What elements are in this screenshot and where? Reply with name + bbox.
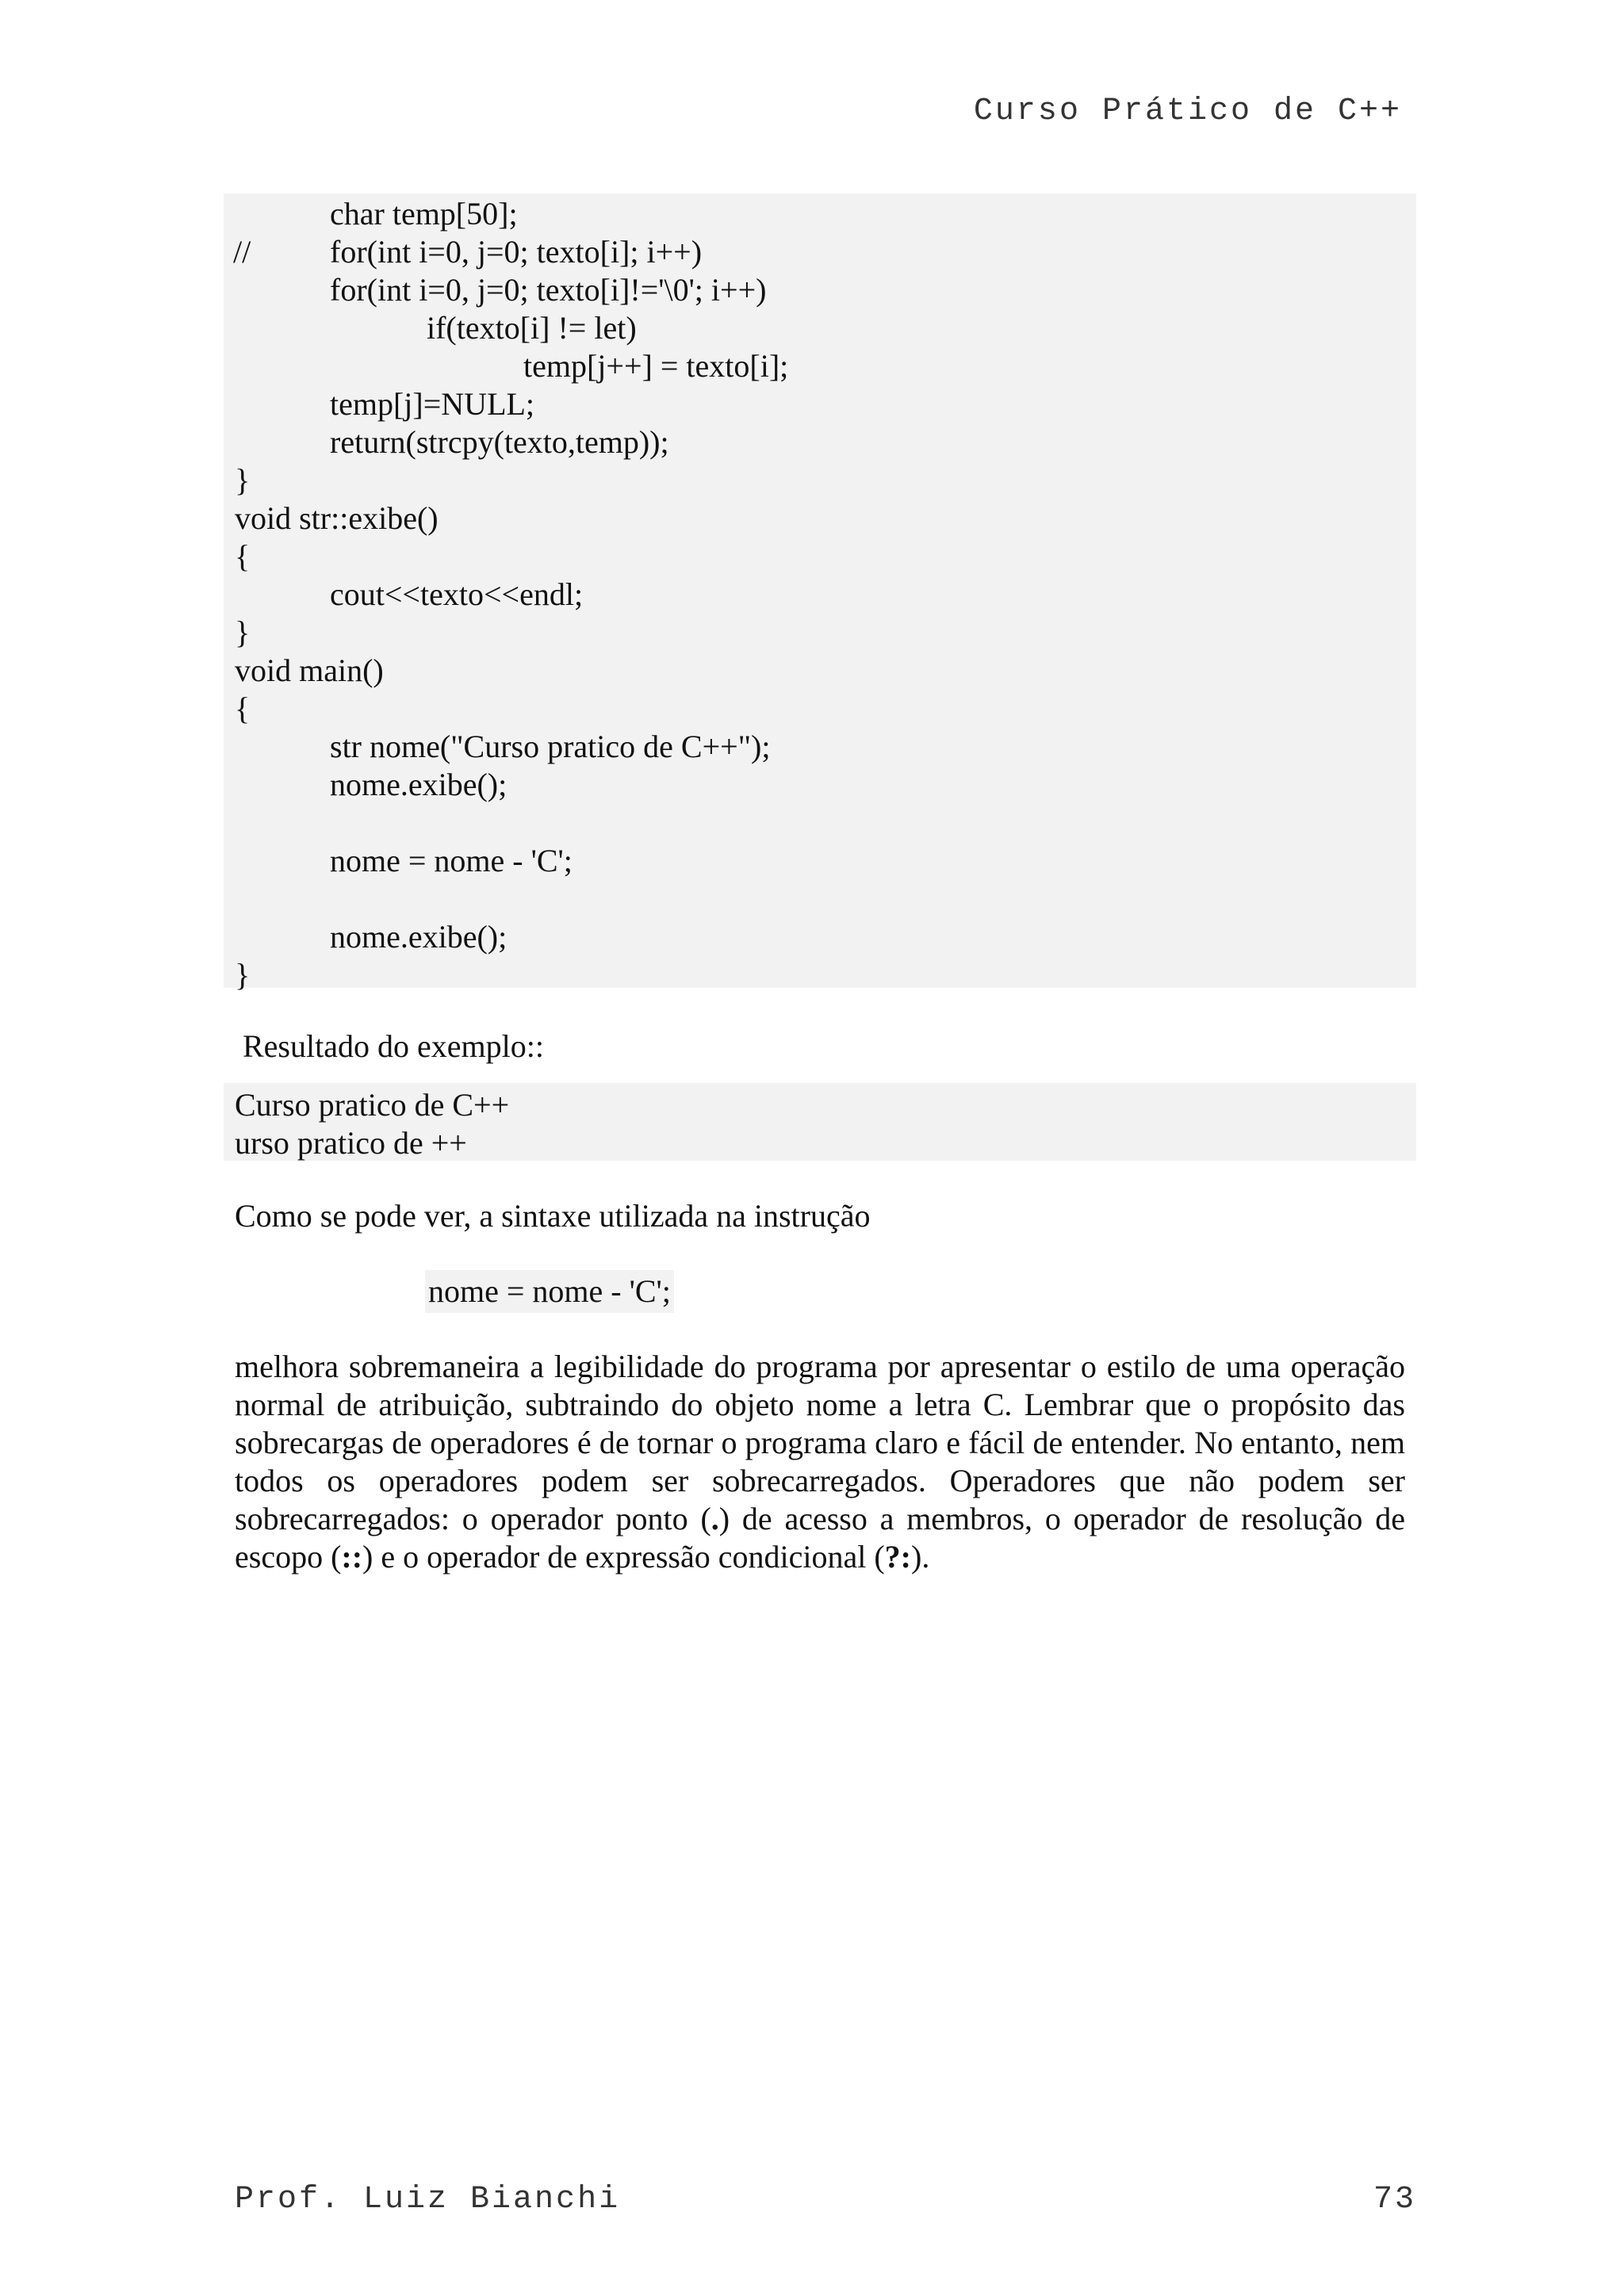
code-line: if(texto[i] != let) (427, 310, 637, 346)
code-line: temp[j++] = texto[i]; (523, 348, 789, 384)
code-line: nome.exibe(); (330, 919, 508, 955)
output-line: Curso pratico de C++ (235, 1087, 510, 1123)
code-line: } (235, 462, 251, 498)
code-line: { (235, 538, 251, 574)
running-header: Curso Prático de C++ (973, 94, 1402, 129)
explanation-paragraph (235, 1348, 1405, 1576)
code-line: cout<<texto<<endl; (330, 576, 584, 612)
scope-operator: :: (341, 1539, 363, 1575)
code-line: for(int i=0, j=0; texto[i]; i++) (330, 234, 703, 270)
code-line: void main() (235, 652, 384, 688)
page-number: 73 (1373, 2182, 1416, 2218)
code-line: str nome("Curso pratico de C++"); (330, 729, 771, 764)
code-line: } (235, 614, 251, 650)
code-line: void str::exibe() (235, 500, 439, 536)
code-line: nome.exibe(); (330, 767, 508, 802)
paragraph-text: ) e o operador de expressão condicional ( (362, 1539, 885, 1575)
inline-code-statement: nome = nome - 'C'; (425, 1270, 674, 1313)
code-line: return(strcpy(texto,temp)); (330, 424, 669, 460)
code-line: for(int i=0, j=0; texto[i]!='\0'; i++) (330, 272, 767, 308)
code-line: { (235, 691, 251, 726)
result-label: Resultado do exemplo:: (243, 1028, 544, 1064)
conditional-operator: ?: (884, 1539, 911, 1575)
paragraph-text: ) de acesso a membros, o operador de resolução de escopo ( (235, 1501, 1405, 1575)
footer-author: Prof. Luiz Bianchi (235, 2182, 621, 2218)
dot-operator: . (710, 1501, 719, 1536)
code-line: temp[j]=NULL; (330, 386, 535, 422)
code-line: nome = nome - 'C'; (330, 843, 573, 878)
code-line: } (235, 957, 251, 993)
paragraph-text: ). (911, 1539, 930, 1575)
explanation-intro: Como se pode ver, a sintaxe utilizada na instrução (235, 1198, 871, 1234)
code-comment-marker: // (233, 234, 251, 270)
output-line: urso pratico de ++ (235, 1125, 467, 1161)
code-line: char temp[50]; (330, 196, 518, 232)
paragraph-text: melhora sobremaneira a legibilidade do programa por apresentar o estilo de uma operação normal de atribuição, subtraindo do objeto nome a letra C. Lembrar que o propósito das sobrecargas de operadores é de tornar o programa claro e fácil de entender. No entanto, nem todos os operadores podem ser sobrecarregados. Operadores que não podem ser sobrecarregados: o operador ponto ( (235, 1349, 1405, 1536)
